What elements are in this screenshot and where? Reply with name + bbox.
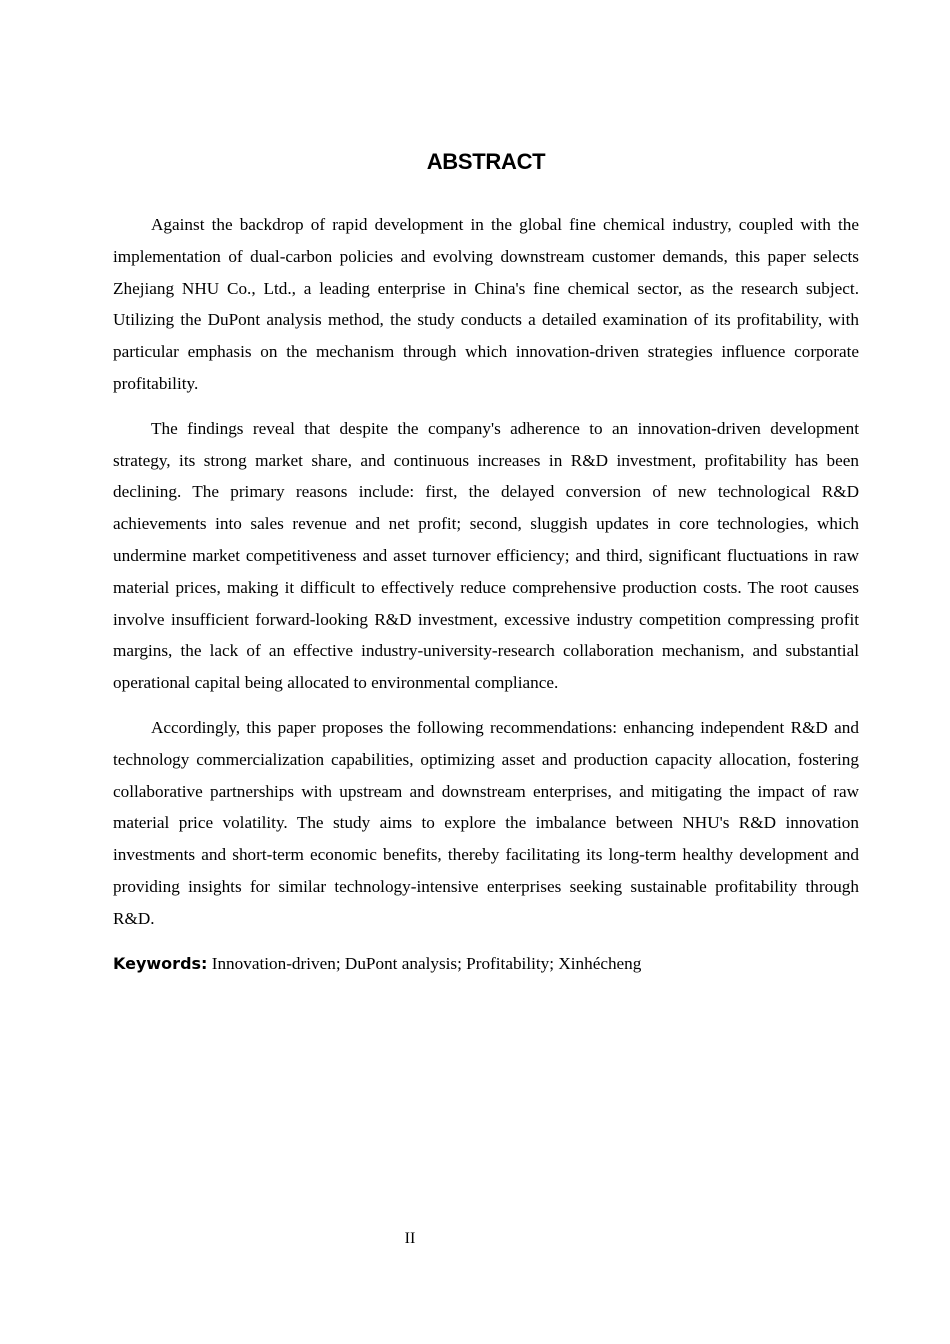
keywords-label: Keywords: [113,953,208,973]
page-number: II [404,1230,416,1247]
abstract-paragraph-3: Accordingly, this paper proposes the following recommendations: enhancing independent R&D and technology commercialization capabilities, optimizing asset and production capacity allocation, fostering collaborative partnerships with upstream and downstream enterprises, and mitigating the impact of raw material price volatility. The study aims to explore the imbalance between NHU's R&D innovation investments and short-term economic benefits, thereby facilitating its long-term healthy development and providing insights for similar technology-intensive enterprises seeking sustainable profitability through R&D. [113,717,859,928]
keywords-text: Innovation-driven; DuPont analysis; Profitability; Xinhécheng [211,953,642,973]
keywords-line [113,948,859,980]
abstract-body [113,209,859,979]
abstract-paragraph-1: Against the backdrop of rapid development in the global fine chemical industry, coupled with the implementation of dual-carbon policies and evolving downstream customer demands, this paper selects Zhejiang NHU Co., Ltd., a leading enterprise in China's fine chemical sector, as the research subject. Utilizing the DuPont analysis method, the study conducts a detailed examination of its profitability, with particular emphasis on the mechanism through which innovation-driven strategies influence corporate profitability. [113,215,859,393]
abstract-paragraph-2: The findings reveal that despite the company's adherence to an innovation-driven development strategy, its strong market share, and continuous increases in R&D investment, profitability has been declining. The primary reasons include: first, the delayed conversion of new technological R&D achievements into sales revenue and net profit; second, sluggish updates in core technologies, which undermine market competitiveness and asset turnover efficiency; and third, significant fluctuations in raw material prices, making it difficult to effectively reduce comprehensive production costs. The root causes involve insufficient forward-looking R&D investment, excessive industry competition compressing profit margins, the lack of an effective industry-university-research collaboration mechanism, and substantial operational capital being allocated to environmental compliance. [113,418,859,693]
abstract-title: ABSTRACT [426,149,546,174]
